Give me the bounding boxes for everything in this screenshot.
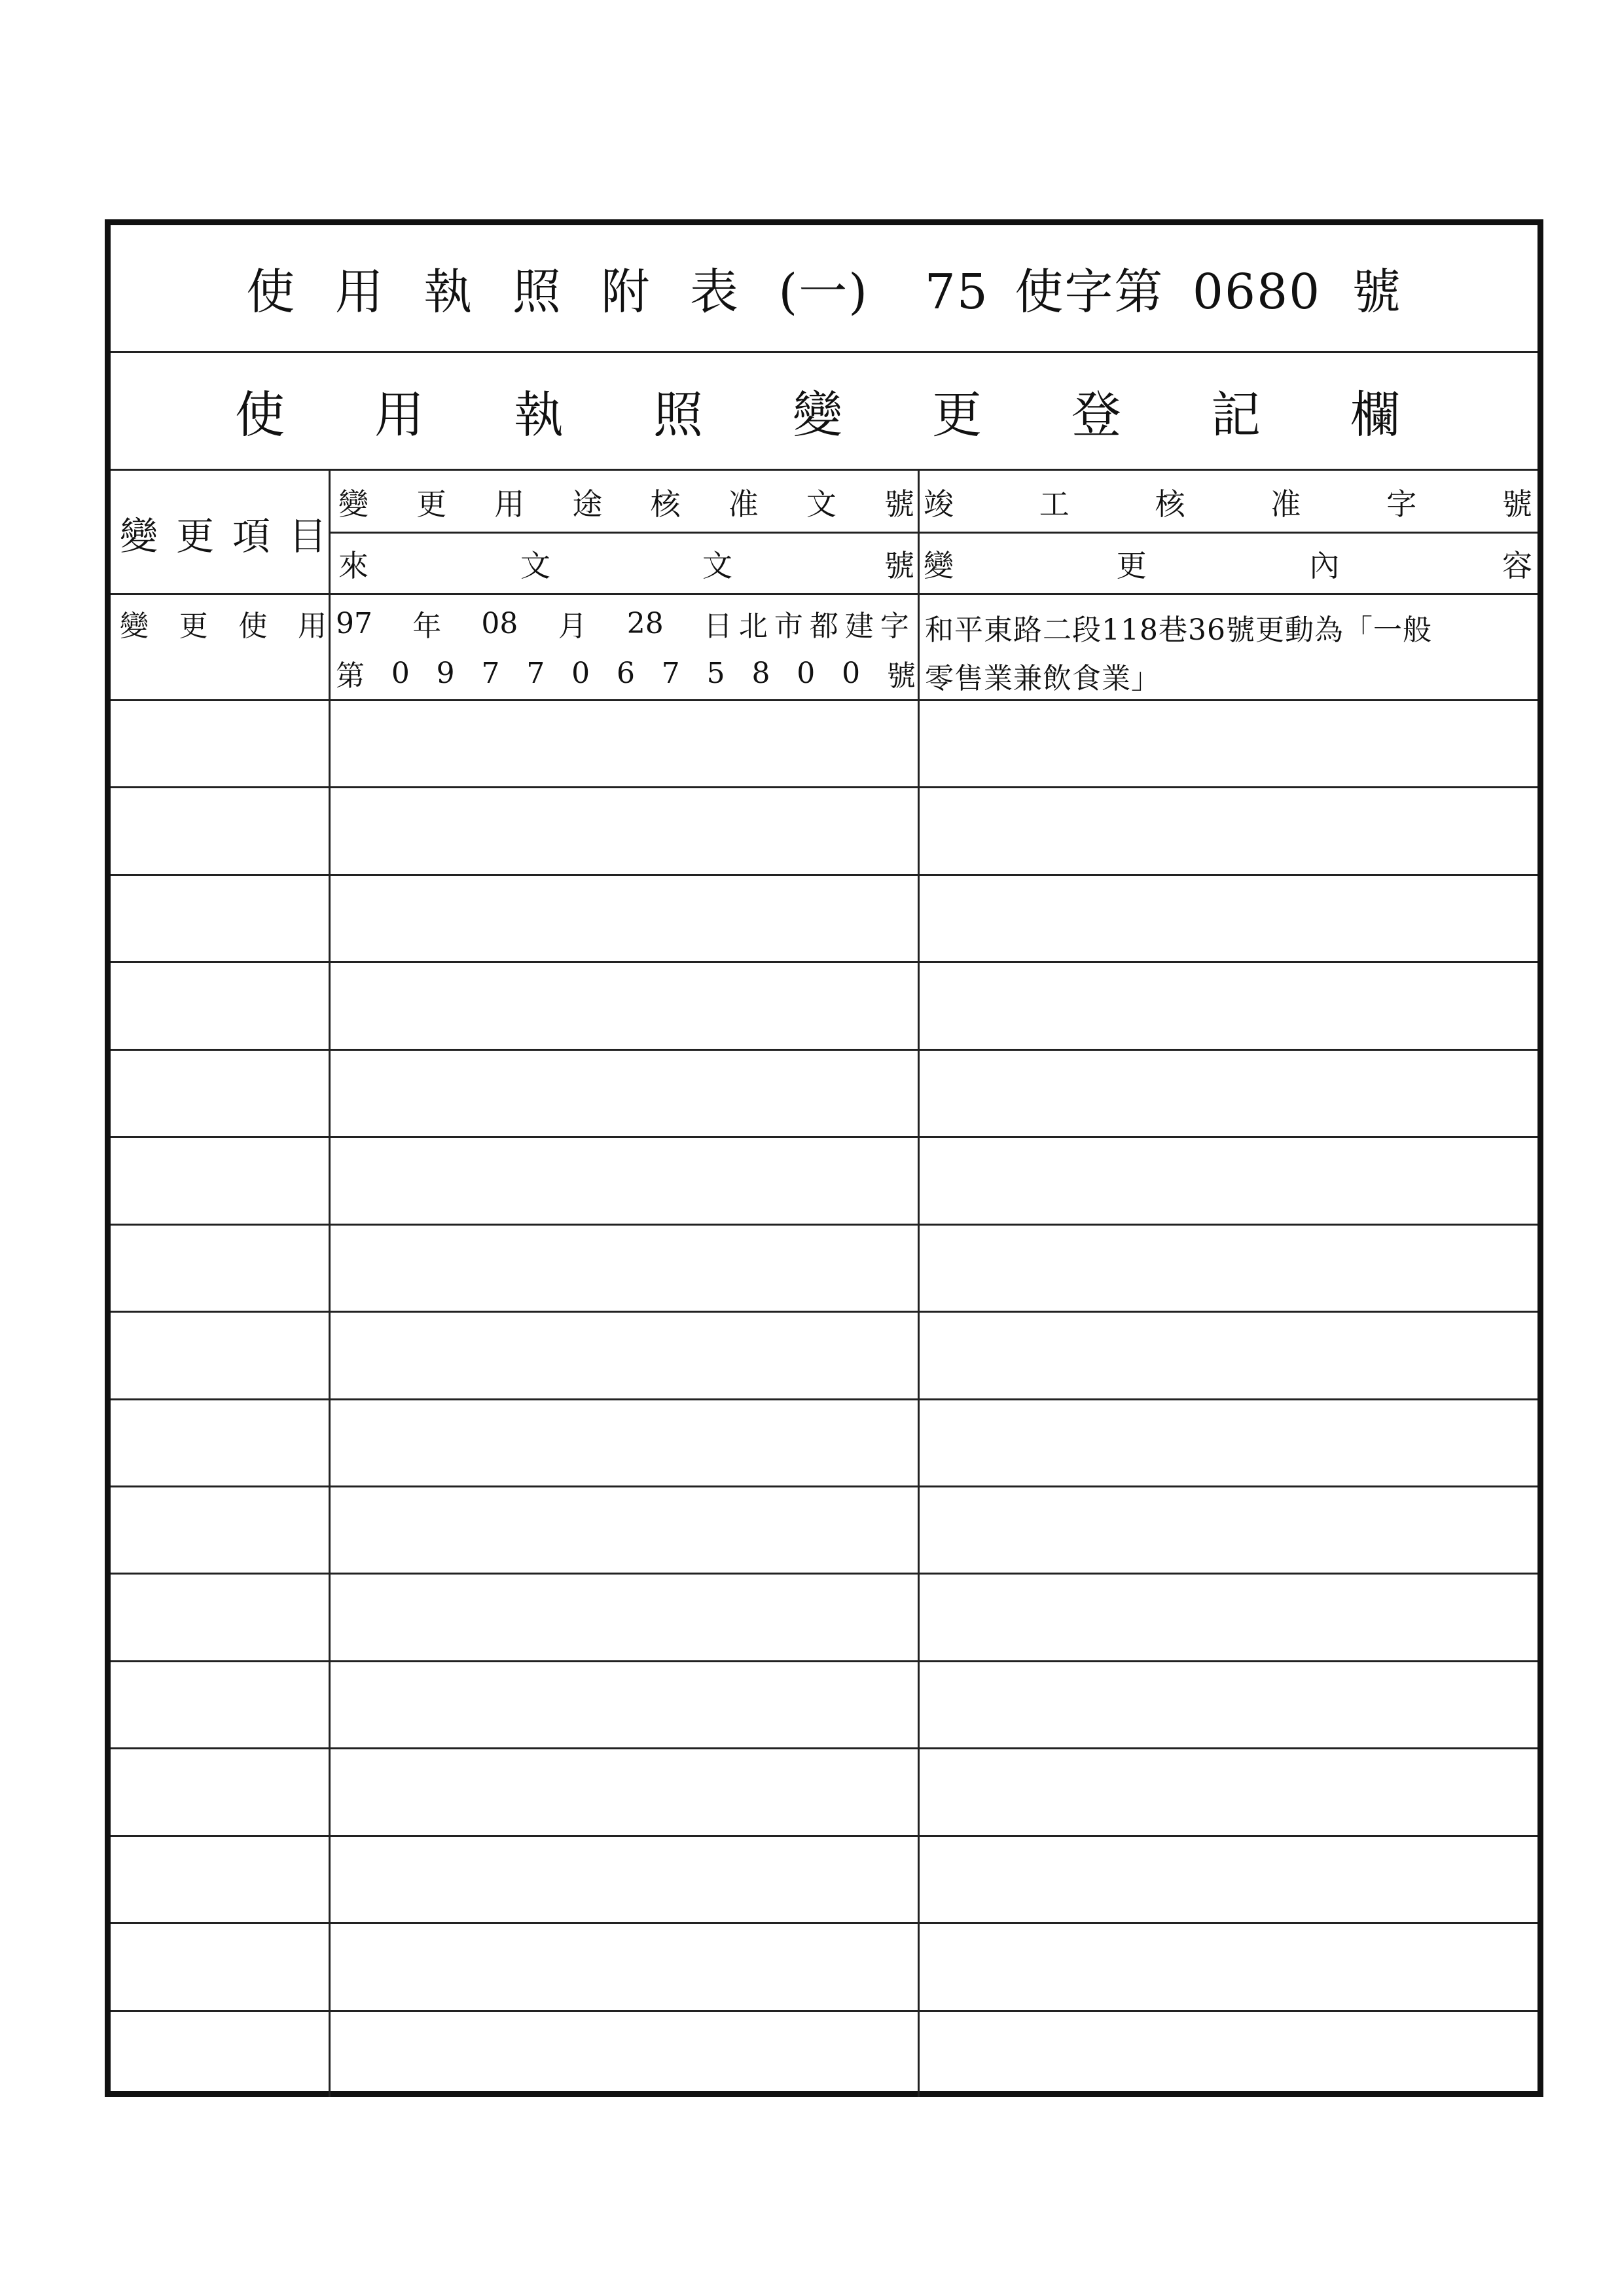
entry-char: 更 xyxy=(179,610,208,643)
title-char: 執 xyxy=(423,264,474,320)
header-char: 項 xyxy=(232,514,270,558)
entry-char: 號 xyxy=(886,659,916,693)
header-char: 更 xyxy=(1116,548,1147,583)
header-approval-doc-number xyxy=(338,473,914,532)
header-char: 更 xyxy=(416,486,447,522)
section-char: 執 xyxy=(514,385,564,444)
header-char: 文 xyxy=(806,486,836,522)
entry-month: 08 xyxy=(481,606,518,640)
entry-day: 28 xyxy=(626,606,664,640)
section-char: 更 xyxy=(932,385,982,444)
header-char: 號 xyxy=(884,486,914,522)
entry-digit: 8 xyxy=(751,656,770,690)
title-char: 使 xyxy=(246,264,297,320)
use-permit-attachment-form xyxy=(105,219,1543,2097)
section-char: 用 xyxy=(374,385,424,444)
form-title-row xyxy=(111,225,1537,351)
entry-char: 使 xyxy=(238,610,268,643)
column-divider-left xyxy=(329,469,331,2097)
entry-digit: 9 xyxy=(436,656,455,690)
divider xyxy=(111,469,1537,471)
entry-digit: 7 xyxy=(481,656,500,690)
title-char: 表 xyxy=(689,264,740,320)
entry-char: 用 xyxy=(297,610,327,643)
entry-digit: 7 xyxy=(526,656,545,690)
section-char: 記 xyxy=(1211,385,1261,444)
header-char: 更 xyxy=(175,514,214,558)
entry-char: 月 xyxy=(558,610,587,643)
header-char: 容 xyxy=(1501,548,1532,583)
section-char: 使 xyxy=(235,385,285,444)
title-char: 用 xyxy=(334,264,385,320)
header-char: 號 xyxy=(884,548,914,583)
header-char: 核 xyxy=(650,486,681,522)
row-divider xyxy=(111,1485,1537,1487)
header-incoming-doc-number xyxy=(338,534,914,593)
row-divider xyxy=(111,1049,1537,1051)
entry-char: 變 xyxy=(120,610,149,643)
row-divider xyxy=(111,1660,1537,1662)
section-char: 變 xyxy=(793,385,842,444)
section-char: 欄 xyxy=(1350,385,1400,444)
header-char: 工 xyxy=(1039,486,1070,522)
title-permit-number: 0680 xyxy=(1192,264,1321,320)
header-char: 來 xyxy=(338,548,369,583)
title-permit-year: 75 xyxy=(924,264,989,320)
header-char: 變 xyxy=(924,548,954,583)
row-divider xyxy=(111,1747,1537,1749)
entry-digit: 0 xyxy=(571,656,590,690)
row-divider xyxy=(111,699,1537,701)
entry-doc-date-line xyxy=(336,597,916,649)
entry-char: 年 xyxy=(412,610,442,643)
column-divider-right xyxy=(918,469,920,2097)
entry-change-content-line-1: 和平東路二段118巷36號更動為「一般 xyxy=(925,613,1432,647)
entry-agency: 日北市都建字 xyxy=(703,610,916,643)
divider xyxy=(111,351,1537,353)
header-char: 變 xyxy=(338,486,369,522)
header-char: 竣 xyxy=(924,486,954,522)
header-char: 文 xyxy=(702,548,732,583)
row-divider xyxy=(111,1922,1537,1924)
row-divider xyxy=(111,1573,1537,1575)
section-char: 照 xyxy=(653,385,703,444)
divider xyxy=(111,593,1537,595)
title-permit-prefix: 使字第 xyxy=(1015,264,1164,320)
section-title xyxy=(235,356,1400,465)
entry-doc-number-line xyxy=(336,649,916,697)
header-change-content xyxy=(924,534,1532,593)
entry-digit: 0 xyxy=(391,656,410,690)
header-char: 內 xyxy=(1309,548,1340,583)
title-paren: (一) xyxy=(778,264,869,320)
form-title xyxy=(246,253,1402,323)
header-change-item xyxy=(120,474,327,592)
row-divider xyxy=(111,961,1537,963)
header-char: 文 xyxy=(520,548,550,583)
entry-digit: 6 xyxy=(616,656,635,690)
header-char: 核 xyxy=(1155,486,1185,522)
row-divider xyxy=(111,1311,1537,1313)
header-char: 准 xyxy=(1270,486,1301,522)
title-char: 照 xyxy=(512,264,562,320)
entry-change-item xyxy=(120,597,327,649)
row-divider xyxy=(111,874,1537,876)
entry-digit: 5 xyxy=(706,656,725,690)
title-char: 附 xyxy=(601,264,651,320)
row-divider xyxy=(111,786,1537,788)
header-char: 變 xyxy=(120,514,158,558)
header-char: 途 xyxy=(572,486,603,522)
entry-digit: 0 xyxy=(842,656,861,690)
row-divider xyxy=(111,2010,1537,2012)
header-char: 號 xyxy=(1501,486,1532,522)
row-divider xyxy=(111,1136,1537,1138)
row-divider xyxy=(111,1835,1537,1837)
title-char: 號 xyxy=(1352,264,1402,320)
entry-digit: 0 xyxy=(797,656,816,690)
row-divider xyxy=(111,1398,1537,1400)
header-completion-approval-number xyxy=(924,473,1532,532)
header-char: 准 xyxy=(728,486,759,522)
header-char: 字 xyxy=(1386,486,1417,522)
entry-digit: 7 xyxy=(661,656,680,690)
entry-year: 97 xyxy=(336,606,372,640)
entry-char: 第 xyxy=(336,659,365,693)
divider xyxy=(331,532,1537,534)
header-char: 目 xyxy=(288,514,327,558)
header-char: 用 xyxy=(494,486,525,522)
section-char: 登 xyxy=(1071,385,1121,444)
row-divider xyxy=(111,1224,1537,1226)
entry-change-content-line-2: 零售業兼飲食業」 xyxy=(925,662,1160,695)
